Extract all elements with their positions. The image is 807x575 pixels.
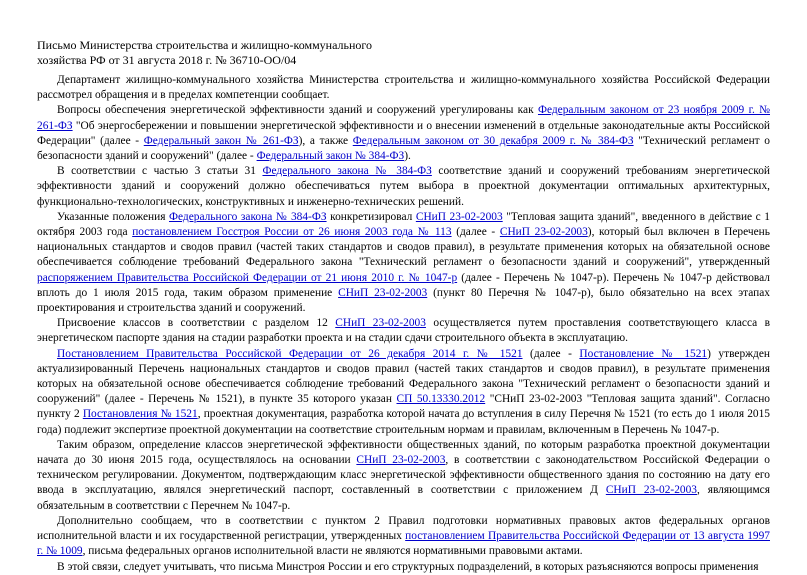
document-link[interactable]: СНиП 23-02-2003 — [335, 317, 426, 330]
paragraph-text: , письма федеральных органов исполнительной власти не являются нормативными правовыми актами. — [82, 545, 583, 558]
paragraph-text: осуществляется путем проставления соответствующего класса в энергетическом паспорте здания на стадии разработки проекта и на стадии сдачи строительного объекта в эксплуатацию. — [37, 317, 770, 345]
paragraph-text: соответствие зданий и сооружений требованиям энергетической эффективности зданий и сооружений должно обеспечиваться путем выбора в проектной документации оптимальных архитектурных, функционально-технологических, конструктивных и инженерно-технических решений. — [37, 165, 770, 208]
paragraph-text: "Тепловая защита зданий", введенного в действие с 1 октября 2003 года — [37, 210, 770, 239]
paragraph-text: "СНиП 23-02-2003 "Тепловая защита зданий". Согласно пункту 2 — [37, 393, 771, 421]
title-line-2: хозяйства РФ от 31 августа 2018 г. № 36710-ОО/04 — [37, 53, 297, 67]
paragraph-text: (далее - — [451, 226, 500, 239]
document-link[interactable]: Постановлением Правительства Российской Федерации от 26 декабря 2014 г. № 1521 — [57, 347, 523, 360]
document-body — [37, 73, 770, 575]
paragraph — [37, 438, 770, 514]
document-link[interactable]: Федеральным законом от 30 декабря 2009 г. № 384-ФЗ — [352, 134, 634, 147]
document-title — [37, 38, 372, 68]
paragraph-text: ) утвержден актуализированный Перечень национальных стандартов и сводов правил (частей таких стандартов и сводов правил), в результате применения которых на обязательной основе обеспечивается соблюдение требований Федерального закона "Технический регламент о безопасности зданий и сооружений" (далее - Перечень № 1521), в пункте 35 которого указан — [37, 347, 770, 406]
paragraph-text: , в соответствии с законодательством Российской Федерации о техническом регулировании. Документом, подтверждающим класс энергетической эффективности общественного здания по состоянию на дату его ввода в эксплуатацию, являлся энергетический паспорт, составленный в соответствии с приложением Д — [37, 454, 770, 497]
document-link[interactable]: Федерального закона № 384-ФЗ — [262, 165, 432, 178]
document-link[interactable]: Постановления № 1521 — [82, 408, 198, 421]
paragraph — [37, 164, 770, 210]
document-link[interactable]: СНиП 23-02-2003 — [338, 286, 428, 299]
document-link[interactable]: СНиП 23-02-2003 — [356, 454, 446, 467]
document-link[interactable]: Федерального закона № 384-ФЗ — [169, 210, 327, 223]
paragraph — [37, 514, 770, 560]
document-link[interactable]: СП 50.13330.2012 — [396, 393, 486, 406]
paragraph-text: Указанные положения — [57, 210, 169, 223]
paragraph-text: Таким образом, определение классов энергетической эффективности общественных зданий, по которым разработка проектной документации начата до 30 июня 2015 года, осуществлялось на основании — [37, 438, 770, 467]
paragraph-text: "Технический регламент о безопасности зданий и сооружений" (далее - — [37, 134, 770, 163]
paragraph — [37, 560, 770, 575]
paragraph-text: Дополнительно сообщаем, что в соответствии с пунктом 2 Правил подготовки нормативных правовых актов федеральных органов исполнительной власти и их государственной регистрации, утвержденных — [37, 514, 770, 543]
paragraph-text: (далее - — [522, 347, 580, 360]
document-link[interactable]: распоряжением Правительства Российской Федерации от 21 июня 2010 г. № 1047-р — [37, 271, 458, 284]
paragraph-text: конкретизировал — [326, 210, 416, 223]
document-link[interactable]: постановлением Правительства Российской Федерации от 13 августа 1997 г. № 1009 — [37, 530, 770, 558]
paragraph — [37, 210, 770, 316]
paragraph-text: ). — [404, 150, 411, 163]
document-link[interactable]: Постановление № 1521 — [579, 347, 708, 360]
paragraph — [37, 103, 770, 164]
paragraph-text: В соответствии с частью 3 статьи 31 — [57, 165, 263, 178]
paragraph-text: Присвоение классов в соответствии с разделом 12 — [57, 317, 336, 330]
paragraph — [37, 347, 770, 438]
paragraph — [37, 316, 770, 346]
paragraph-text: ), который был включен в Перечень национальных стандартов и сводов правил (частей таких стандартов и сводов правил), в результате применения которых на обязательной основе обеспечивается соблюдение требований Федерального закона "Технический регламент о безопасности зданий и сооружений", утвержденный — [37, 226, 770, 269]
document-link[interactable]: Федеральный закон № 261-ФЗ — [143, 134, 299, 147]
document-link[interactable]: СНиП 23-02-2003 — [605, 484, 697, 497]
paragraph-text: ), а также — [298, 134, 353, 147]
paragraph — [37, 73, 770, 103]
document-link[interactable]: Федеральный закон № 384-ФЗ — [256, 150, 405, 163]
paragraph-text: В этой связи, следует учитывать, что письма Минстроя России и его структурных подразделений, в которых разъясняются вопросы применения — [57, 560, 759, 573]
paragraph-text: Вопросы обеспечения энергетической эффективности зданий и сооружений урегулированы как — [57, 104, 538, 117]
document-link[interactable]: постановлением Госстроя России от 26 июня 2003 года № 113 — [132, 226, 452, 239]
title-line-1: Письмо Министерства строительства и жилищно-коммунального — [37, 38, 373, 52]
paragraph-text: , являющимся обязательным в соответствии с Перечнем № 1047-р. — [37, 484, 770, 512]
document-link[interactable]: СНиП 23-02-2003 — [415, 210, 503, 223]
paragraph-text: (далее - Перечень № 1047-р). Перечень № 1047-р действовал вплоть до 1 июля 2015 года, таким образом применение — [37, 271, 770, 299]
paragraph-text: "Об энергосбережении и повышении энергетической эффективности и о внесении изменений в отдельные законодательные акты Российской Федерации" (далее - — [37, 119, 770, 147]
paragraph-text: (пункт 80 Перечня № 1047-р), было обязательно на всех этапах проектирования и строительства зданий и сооружений. — [37, 286, 770, 315]
paragraph-text: Департамент жилищно-коммунального хозяйства Министерства строительства и жилищно-коммунального хозяйства Российской Федерации рассмотрел обращения и в пределах компетенции сообщает. — [37, 74, 770, 102]
document-link[interactable]: Федеральным законом от 23 ноября 2009 г. № 261-ФЗ — [37, 104, 770, 132]
paragraph-text: , проектная документация, разработка которой начата до вступления в силу Перечня № 1521 (то есть до 1 июля 2015 года) подлежит экспертизе проектной документации на соответствие строительным нормам и правилам, включенным в Перечень № 1047-р. — [37, 408, 771, 436]
document-link[interactable]: СНиП 23-02-2003 — [499, 226, 588, 239]
